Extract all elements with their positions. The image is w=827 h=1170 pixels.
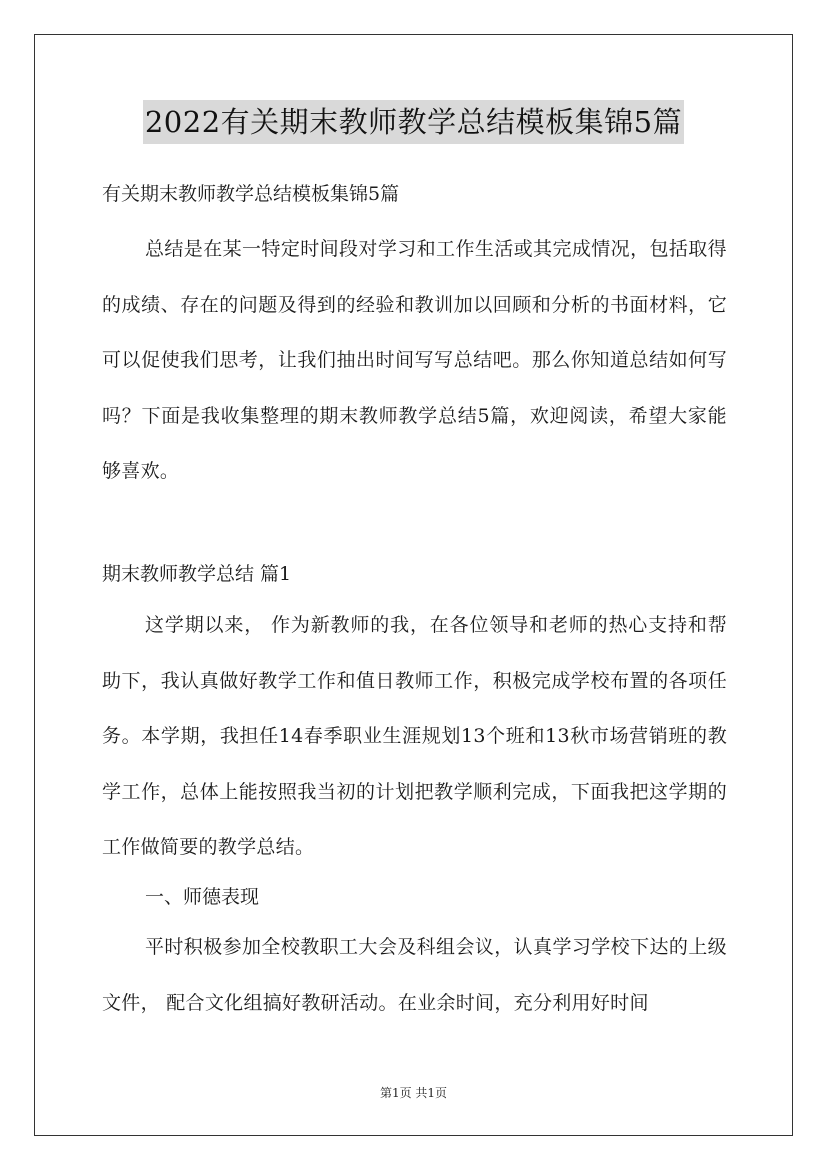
body-paragraph-1: 这学期以来， 作为新教师的我，在各位领导和老师的热心支持和帮助下，我认真做好教学工作和值日教师工作，积极完成学校布置的各项任务。本学期，我担任14春季职业生涯规划13个班和13秋市场营销班的教学工作，总体上能按照我当初的计划把教学顺利完成，下面我把这学期的工作做简要的教学总结。	[102, 614, 727, 858]
subheading-virtue: 一、师德表现	[145, 886, 260, 908]
body-paragraph-2: 平时积极参加全校教职工大会及科组会议，认真学习学校下达的上级文件， 配合文化组搞好教研活动。在业余时间，充分利用好时间	[102, 936, 727, 1014]
document-subtitle: 有关期末教师教学总结模板集锦5篇	[102, 183, 400, 205]
section-heading: 期末教师教学总结 篇1	[102, 563, 292, 585]
intro-paragraph: 总结是在某一特定时间段对学习和工作生活或其完成情况，包括取得的成绩、存在的问题及得到的经验和教训加以回顾和分析的书面材料，它可以促使我们思考，让我们抽出时间写写总结吧。那么你知道总结如何写吗？下面是我收集整理的期末教师教学总结5篇，欢迎阅读，希望大家能够喜欢。	[102, 238, 727, 482]
page-footer: 第1页 共1页	[379, 1086, 448, 1100]
title-container	[0, 100, 827, 144]
document-title: 2022有关期末教师教学总结模板集锦5篇	[143, 100, 684, 144]
